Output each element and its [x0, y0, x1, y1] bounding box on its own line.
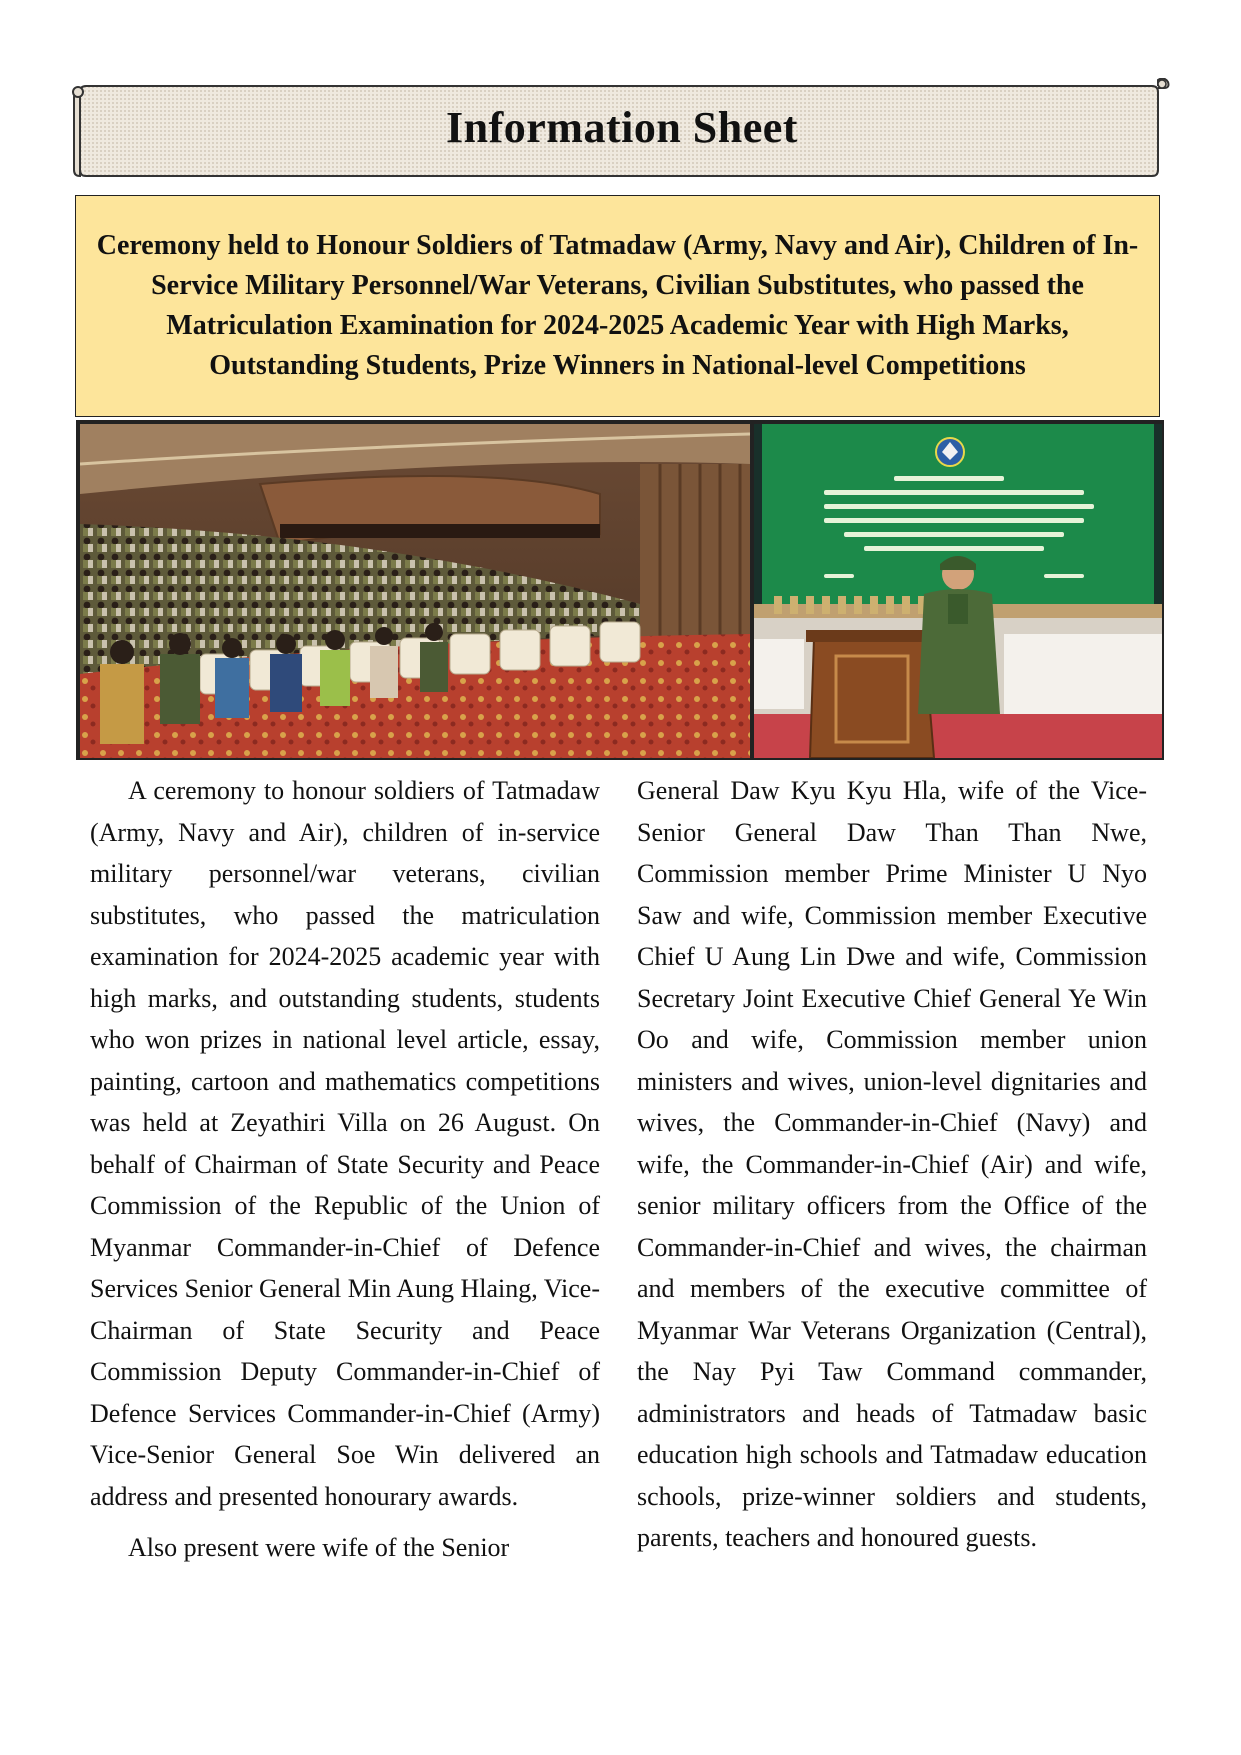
photo-strip — [76, 420, 1164, 760]
title-banner — [72, 78, 1172, 182]
article-paragraph: General Daw Kyu Kyu Hla, wife of the Vice-Senior General Daw Than Than Nwe, Commission member Prime Minister U Nyo Saw and wife, Commission member Executive Chief U Aung Lin Dwe and wife, Commission Secretary Joint Executive Chief General Ye Win Oo and wife, Commission member union ministers and wives, union-level dignitaries and wives, the Commander-in-Chief (Navy) and wife, the Commander-in-Chief (Air) and wife, senior military officers from the Office of the Commander-in-Chief and wives, the chairman and members of the executive committee of Myanmar War Veterans Organization (Central), the Nay Pyi Taw Command commander, administrators and heads of Tatmadaw basic education high schools and Tatmadaw education schools, prize-winner soldiers and students, parents, teachers and honoured guests. — [637, 776, 1147, 1552]
page-title: Information Sheet — [446, 103, 798, 152]
article-paragraph: Also present were wife of the Senior — [128, 1533, 510, 1562]
speaker-photo — [754, 424, 1162, 758]
auditorium-photo — [80, 424, 750, 758]
article-column-right — [637, 770, 1147, 1569]
article-column-left — [90, 770, 600, 1579]
headline-text: Ceremony held to Honour Soldiers of Tatmadaw (Army, Navy and Air), Children of In-Service Military Personnel/War Veterans, Civilian Substitutes, who passed the Matriculation Examination for 2024-2025 Academic Year with High Marks, Outstanding Students, Prize Winners in National-level Competitions — [96, 230, 1139, 381]
headline-box — [75, 195, 1160, 417]
article-paragraph: A ceremony to honour soldiers of Tatmadaw (Army, Navy and Air), children of in-service military personnel/war veterans, civilian substitutes, who passed the matriculation examination for 2024-2025 academic year with high marks, and outstanding students, students who won prizes in national level article, essay, painting, cartoon and mathematics competitions was held at Zeyathiri Villa on 26 August. On behalf of Chairman of State Security and Peace Commission of the Republic of the Union of Myanmar Commander-in-Chief of Defence Services Senior General Min Aung Hlaing, Vice-Chairman of State Security and Peace Commission Deputy Commander-in-Chief of Defence Services Commander-in-Chief (Army) Vice-Senior General Soe Win delivered an address and presented honourary awards. — [90, 776, 600, 1511]
